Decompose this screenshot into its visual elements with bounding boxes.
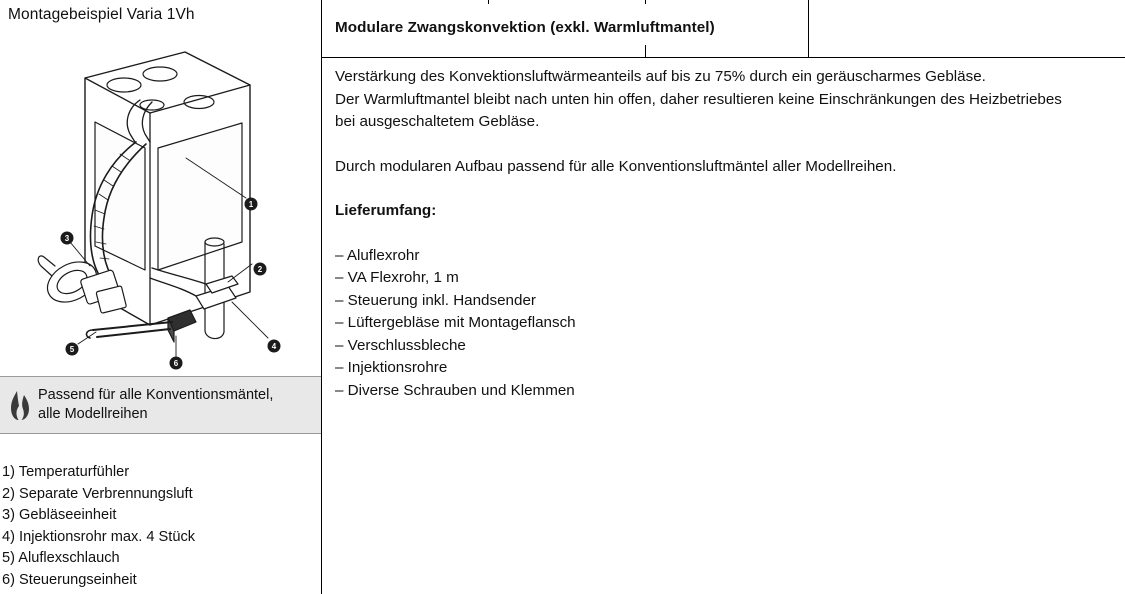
compatibility-badge-text <box>38 386 310 424</box>
list-item: – Verschlussbleche <box>335 336 466 354</box>
intro-line-1: Verstärkung des Konvektionsluftwärmeanteils auf bis zu 75% durch ein geräuscharmes Gebläse. <box>335 68 986 85</box>
paragraph-modular: Durch modularen Aufbau passend für alle Konventionsluftmäntel aller Modellreihen. <box>335 157 897 175</box>
list-item: 4) Injektionsrohr max. 4 Stück <box>2 528 196 545</box>
spacer <box>335 223 1117 245</box>
list-item: 2) Separate Verbrennungsluft <box>2 485 193 502</box>
list-item: – VA Flexrohr, 1 m <box>335 269 459 286</box>
svg-text:4: 4 <box>271 342 277 351</box>
scope-of-delivery-list <box>335 245 1117 403</box>
svg-text:2: 2 <box>257 265 263 274</box>
svg-text:5: 5 <box>69 345 75 354</box>
header-title-cell <box>322 0 809 57</box>
list-item: – Injektionsrohre <box>335 359 448 376</box>
list-item: – Diverse Schrauben und Klemmen <box>335 381 575 399</box>
list-item: 5) Aluflexschlauch <box>2 550 120 566</box>
page-title: Modulare Zwangskonvektion (exkl. Warmluftmantel) <box>335 19 715 36</box>
list-item: 6) Steuerungseinheit <box>2 571 137 588</box>
intro-line-3: bei ausgeschaltetem Gebläse. <box>335 113 540 130</box>
compatibility-badge <box>0 376 321 434</box>
intro-line-2: Der Warmluftmantel bleibt nach unten hin offen, daher resultieren keine Einschränkungen des Heizbetriebes <box>335 90 1062 108</box>
crop-mark-top-right <box>645 0 646 4</box>
svg-text:3: 3 <box>64 234 70 243</box>
crop-mark-top-left <box>488 0 489 4</box>
svg-text:1: 1 <box>248 200 254 209</box>
header-empty-cell <box>810 0 1125 57</box>
spacer <box>335 134 1117 156</box>
flame-icon <box>9 389 31 423</box>
badge-line-2: alle Modellreihen <box>38 406 148 422</box>
description-body <box>335 66 1117 402</box>
badge-line-1: Passend für alle Konventionsmäntel, <box>38 387 274 403</box>
spacer <box>335 178 1117 200</box>
paragraph-intro <box>335 66 1117 134</box>
list-item: 3) Gebläseeinheit <box>2 507 117 523</box>
list-item: 1) Temperaturfühler <box>2 464 130 480</box>
header-row <box>322 0 1125 58</box>
svg-text:6: 6 <box>173 359 179 368</box>
crop-mark-bottom-right <box>645 45 646 58</box>
left-column-title: Montagebeispiel Varia 1Vh <box>8 6 195 23</box>
legend-list <box>2 462 317 591</box>
installation-illustration <box>0 30 321 370</box>
list-item: – Lüftergebläse mit Montageflansch <box>335 314 576 331</box>
list-item: – Aluflexrohr <box>335 246 420 264</box>
scope-of-delivery-title: Lieferumfang: <box>335 202 437 219</box>
list-item: – Steuerung inkl. Handsender <box>335 291 536 309</box>
left-column <box>0 0 322 594</box>
